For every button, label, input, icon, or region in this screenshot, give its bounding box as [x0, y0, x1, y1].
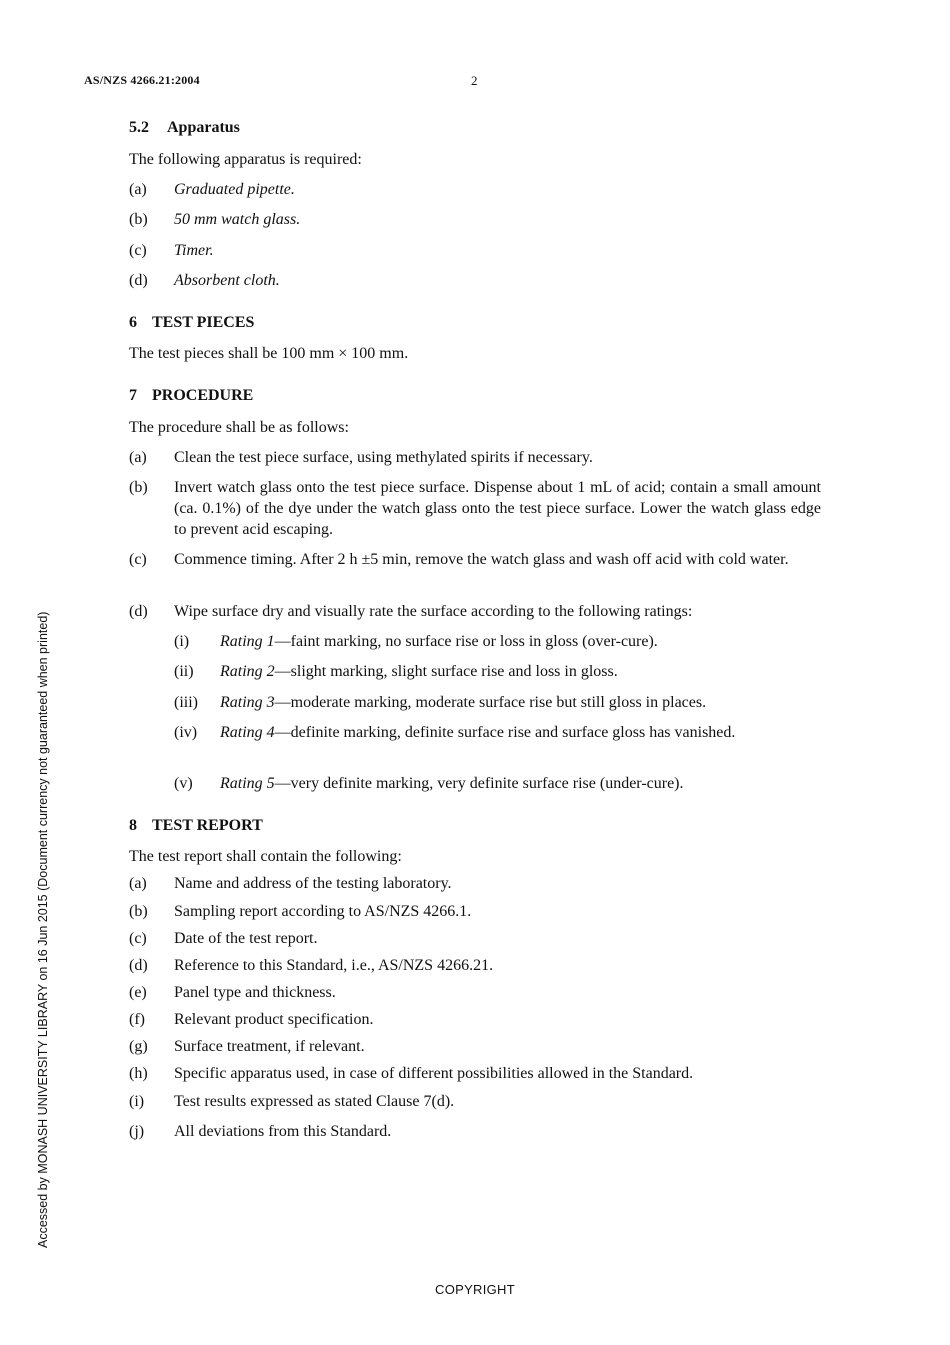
rating-description: —definite marking, definite surface rise and surface gloss has vanished. [274, 724, 736, 741]
rating-text-wrap [220, 631, 821, 652]
section-heading-test-pieces [129, 314, 254, 332]
list-text: Relevant product specification. [174, 1011, 374, 1028]
rating-name: Rating 5 [220, 775, 275, 792]
section-number: 5.2 [129, 119, 149, 136]
rating-label: (ii) [174, 663, 194, 680]
section-title: Apparatus [167, 119, 240, 136]
list-label: (d) [129, 603, 148, 620]
list-label: (a) [129, 181, 147, 198]
rating-label: (v) [174, 775, 193, 792]
paragraph: The following apparatus is required: [129, 151, 362, 168]
section-heading-test-report [129, 817, 263, 835]
section-title: TEST REPORT [152, 817, 263, 834]
paragraph: The test pieces shall be 100 mm × 100 mm. [129, 345, 409, 362]
copyright-footer: COPYRIGHT [435, 1282, 515, 1297]
paragraph: The procedure shall be as follows: [129, 419, 349, 436]
rating-text-wrap [220, 773, 821, 794]
rating-description: —faint marking, no surface rise or loss in gloss (over-cure). [274, 633, 658, 650]
list-label: (a) [129, 875, 147, 892]
rating-description: —very definite marking, very definite surface rise (under-cure). [274, 775, 684, 792]
list-text: Sampling report according to AS/NZS 4266.1. [174, 903, 472, 920]
list-label: (f) [129, 1011, 145, 1028]
list-text: All deviations from this Standard. [174, 1123, 392, 1140]
section-heading-apparatus [129, 119, 240, 137]
list-label: (c) [129, 930, 147, 947]
list-label: (j) [129, 1123, 145, 1140]
list-text: Reference to this Standard, i.e., AS/NZS 4266.21. [174, 957, 494, 974]
standard-id: AS/NZS 4266.21:2004 [84, 73, 200, 87]
page-number: 2 [471, 73, 478, 88]
rating-name: Rating 4 [220, 724, 275, 741]
list-label: (e) [129, 984, 147, 1001]
section-title: TEST PIECES [152, 314, 255, 331]
list-text: Test results expressed as stated Clause 7(d). [174, 1093, 455, 1110]
access-note: Accessed by MONASH UNIVERSITY LIBRARY on 16 Jun 2015 (Document currency not guaranteed when printed) [36, 611, 50, 1248]
rating-name: Rating 1 [220, 633, 275, 650]
list-label: (d) [129, 957, 148, 974]
list-label: (b) [129, 903, 148, 920]
list-text: Name and address of the testing laboratory. [174, 875, 452, 892]
list-text: 50 mm watch glass. [174, 211, 301, 228]
list-text: Wipe surface dry and visually rate the surface according to the following ratings: [174, 603, 693, 620]
section-title: PROCEDURE [152, 387, 254, 404]
list-text: Timer. [174, 242, 214, 259]
list-label: (h) [129, 1065, 148, 1082]
list-label: (b) [129, 479, 148, 496]
rating-label: (i) [174, 633, 190, 650]
list-text: Clean the test piece surface, using methylated spirits if necessary. [174, 449, 593, 466]
list-label: (b) [129, 211, 148, 228]
list-text: Date of the test report. [174, 930, 318, 947]
rating-text-wrap [220, 722, 821, 743]
rating-name: Rating 3 [220, 694, 275, 711]
rating-description: —moderate marking, moderate surface rise but still gloss in places. [274, 694, 707, 711]
list-text: Commence timing. After 2 h ±5 min, remove the watch glass and wash off acid with cold water. [174, 551, 789, 568]
rating-label: (iv) [174, 724, 198, 741]
section-number: 6 [129, 314, 137, 331]
rating-text-wrap [220, 661, 821, 682]
list-label: (i) [129, 1093, 145, 1110]
section-heading-procedure [129, 387, 253, 405]
list-label: (c) [129, 242, 147, 259]
rating-description: —slight marking, slight surface rise and loss in gloss. [274, 663, 618, 680]
list-label: (g) [129, 1038, 148, 1055]
list-label: (c) [129, 551, 147, 568]
list-label: (d) [129, 272, 148, 289]
rating-text-wrap [220, 692, 821, 713]
list-text: Graduated pipette. [174, 181, 295, 198]
section-number: 8 [129, 817, 137, 834]
rating-label: (iii) [174, 694, 198, 711]
rating-name: Rating 2 [220, 663, 275, 680]
list-text: Absorbent cloth. [174, 272, 280, 289]
list-label: (a) [129, 449, 147, 466]
list-text: Surface treatment, if relevant. [174, 1038, 365, 1055]
paragraph: The test report shall contain the following: [129, 848, 402, 865]
list-text: Panel type and thickness. [174, 984, 336, 1001]
list-text: Invert watch glass onto the test piece surface. Dispense about 1 mL of acid; contain a small amount (ca. 0.1%) of the dye under the watch glass onto the test piece surface. Lower the watch glass edge to prevent acid escaping. [174, 479, 821, 538]
section-number: 7 [129, 387, 137, 404]
list-text: Specific apparatus used, in case of different possibilities allowed in the Standard. [174, 1065, 694, 1082]
